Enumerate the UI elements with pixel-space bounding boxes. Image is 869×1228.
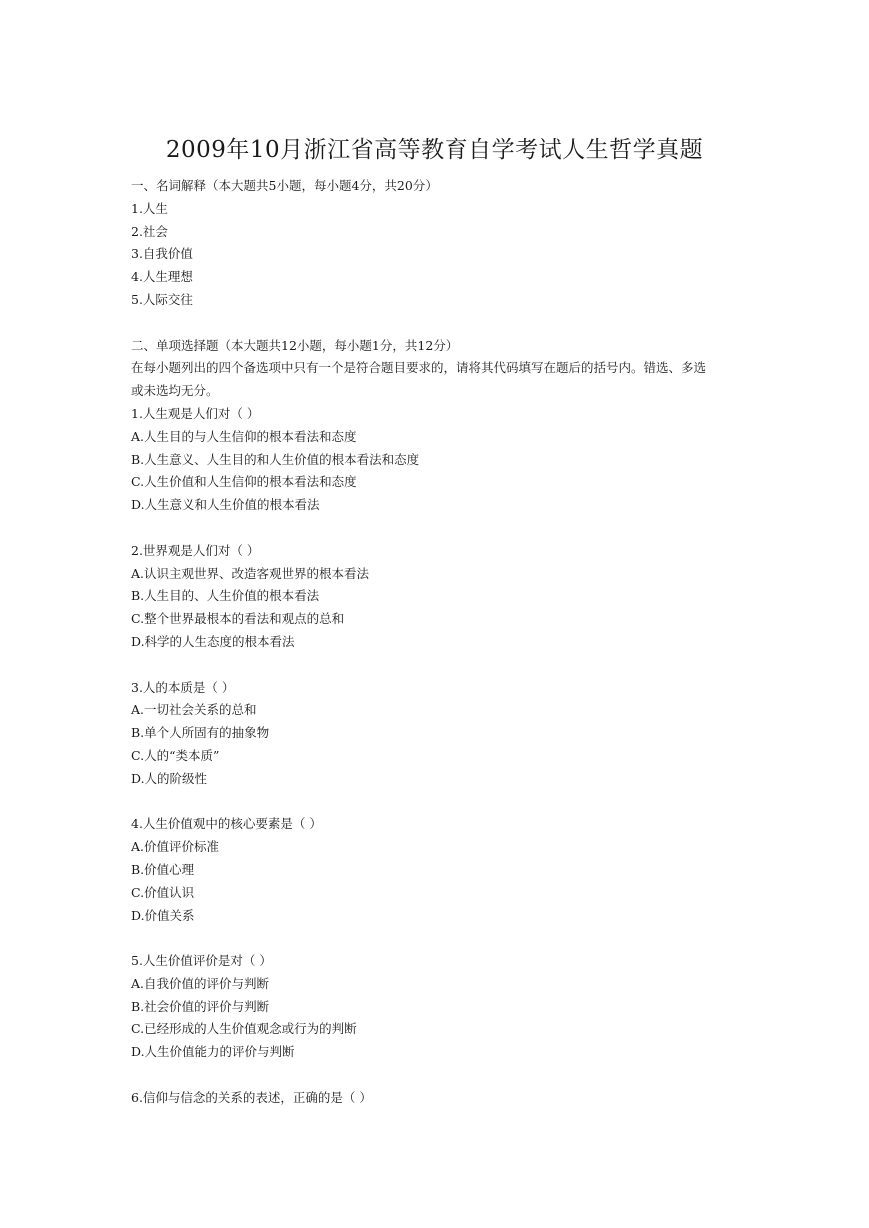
spacer — [131, 312, 751, 335]
question-option: B.社会价值的评价与判断 — [131, 998, 270, 1014]
question-option: C.已经形成的人生价值观念或行为的判断 — [131, 1021, 357, 1037]
question-option: A.人生目的与人生信仰的根本看法和态度 — [131, 428, 357, 444]
instructions: 或未选均无分。 — [131, 383, 219, 399]
question-stem: 2.世界观是人们对（ ） — [131, 542, 260, 558]
question-option: D.科学的人生态度的根本看法 — [131, 633, 295, 649]
spacer — [131, 1064, 751, 1087]
spacer — [131, 517, 751, 540]
spacer — [131, 654, 751, 677]
question-stem: 6.信仰与信念的关系的表述，正确的是（ ） — [131, 1089, 372, 1105]
question-option: A.价值评价标准 — [131, 839, 220, 855]
question-option: B.人生意义、人生目的和人生价值的根本看法和态度 — [131, 451, 420, 467]
question-option: C.人生价值和人生信仰的根本看法和态度 — [131, 474, 357, 490]
section-heading: 一、名词解释（本大题共5小题，每小题4分，共20分） — [131, 178, 438, 193]
question-option: B.价值心理 — [131, 861, 195, 877]
question-option: A.自我价值的评价与判断 — [131, 975, 270, 991]
question-stem: 4.人生价值观中的核心要素是（ ） — [131, 816, 322, 832]
instructions: 在每小题列出的四个备选项中只有一个是符合题目要求的，请将其代码填写在题后的括号内。错选、多选 — [131, 360, 707, 376]
question-stem: 1.人生观是人们对（ ） — [131, 405, 260, 421]
question-stem: 3.人的本质是（ ） — [131, 679, 235, 695]
term-item: 1.人生 — [131, 200, 168, 216]
spacer — [131, 791, 751, 814]
question-option: D.人生意义和人生价值的根本看法 — [131, 497, 320, 513]
question-option: D.人的阶级性 — [131, 770, 208, 786]
page-title: 2009年10月浙江省高等教育自学考试人生哲学真题 — [165, 137, 704, 163]
question-option: C.整个世界最根本的看法和观点的总和 — [131, 611, 345, 627]
question-option: C.人的“类本质” — [131, 747, 220, 763]
question-option: D.人生价值能力的评价与判断 — [131, 1044, 295, 1060]
question-stem: 5.人生价值评价是对（ ） — [131, 953, 272, 969]
term-item: 3.自我价值 — [131, 246, 193, 262]
question-option: B.人生目的、人生价值的根本看法 — [131, 588, 320, 604]
term-item: 2.社会 — [131, 223, 168, 239]
spacer — [131, 927, 751, 950]
question-option: D.价值关系 — [131, 907, 195, 923]
question-option: B.单个人所固有的抽象物 — [131, 725, 270, 741]
section-heading: 二、单项选择题（本大题共12小题，每小题1分，共12分） — [131, 337, 459, 353]
question-option: A.认识主观世界、改造客观世界的根本看法 — [131, 565, 370, 581]
term-item: 5.人际交往 — [131, 291, 193, 307]
document-body — [131, 175, 751, 1110]
question-option: C.价值认识 — [131, 884, 195, 900]
question-option: A.一切社会关系的总和 — [131, 702, 257, 718]
term-item: 4.人生理想 — [131, 269, 193, 285]
